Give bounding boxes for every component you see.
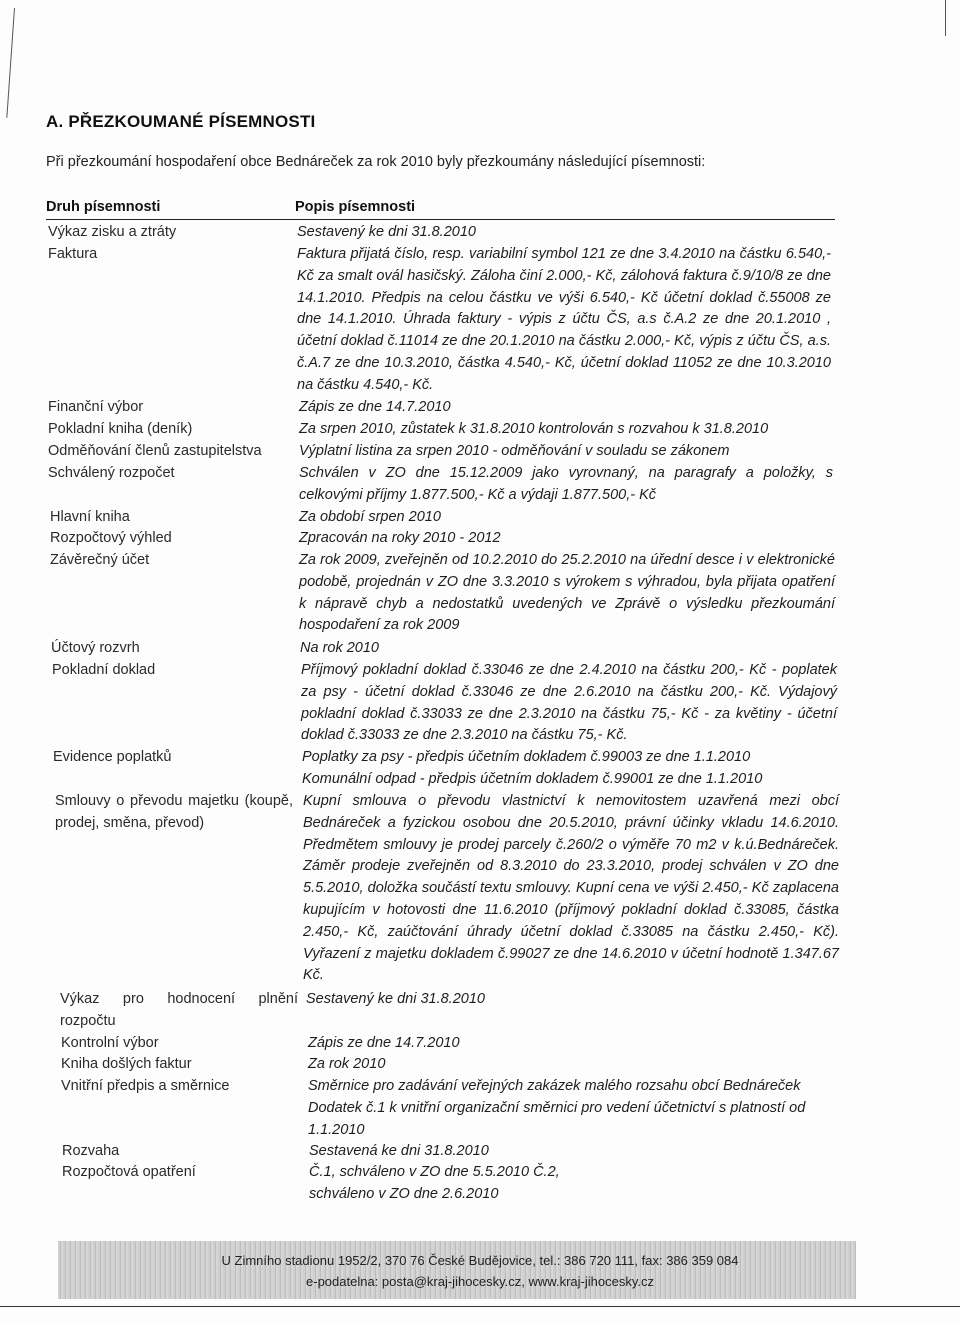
letterhead-footer-band [58, 1241, 856, 1299]
row-type: Rozpočtový výhled [50, 530, 172, 546]
row-type: Kontrolní výbor [61, 1035, 159, 1051]
row-type: Evidence poplatků [53, 749, 172, 765]
row-description: Schválen v ZO dne 15.12.2009 jako vyrovnaný, na paragrafy a položky, s celkovými příjmy 1.877.500,- Kč a výdaji 1.877.500,- Kč [299, 465, 833, 503]
row-type: Hlavní kniha [50, 509, 130, 525]
row-description: Zápis ze dne 14.7.2010 [299, 399, 451, 415]
row-description: Faktura přijatá číslo, resp. variabilní symbol 121 ze dne 3.4.2010 na částku 6.540,- Kč za smalt ovál hasičský. Záloha činí 2.000,- Kč, zálohová faktura č.9/10/8 ze dne 14.1.2010. Předpis na celou částku ve výši 6.540,- Kč účetní doklad č.55008 ze dne 14.1.2010. Úhrada faktury - výpis z účtu ČS, a.s č.A.2 ze dne 20.1.2010 , účetní doklad č.11014 ze dne 20.1.2010 na částku 2.000,- Kč, výpis z účtu ČS, a.s. č.A.7 ze dne 10.3.2010, částka 4.540,- Kč, účetní doklad 11052 ze dne 10.3.2010 na částku 4.540,- Kč. [297, 246, 831, 393]
row-type: Rozvaha [62, 1143, 120, 1159]
row-description: Za období srpen 2010 [299, 509, 441, 525]
row-type: Kniha došlých faktur [61, 1056, 192, 1072]
row-description: Kupní smlouva o převodu vlastnictví k nemovitostem uzavřená mezi obcí Bednáreček a fyzickou osobou dne 20.5.2010, právní účinky vkladu 14.6.2010. Předmětem smlouvy je prodej parcely č.260/2 o výměře 70 m2 v k.ú.Bednáreček. Záměr prodeje zveřejněn od 8.3.2010 do 23.3.2010, prodej schválen v ZO dne 5.5.2010, doložka součástí textu smlouvy. Kupní cena ve výši 2.450,- Kč zaplacena kupujícím v hotovosti dne 11.6.2010 (příjmový pokladní doklad č.33085, částka 2.450,- Kč, zaúčtování úhrady účetní doklad č.33085 na částku 2.450,- Kč). Vyřazení z majetku dokladem č.99027 ze dne 14.6.2010 v účetní hodnotě 1.347.67 Kč. [303, 793, 839, 984]
row-description: Za rok 2009, zveřejněn od 10.2.2010 do 25.2.2010 na úřední desce i v elektronické podobě, projednán v ZO dne 3.3.2010 s výrokem s výhradou, byla přijata opatření k nápravě chyb a nedostatků uvedených ve Zprávě o výsledku přezkoumání hospodaření za rok 2009 [299, 552, 835, 634]
row-type: Výkaz zisku a ztráty [48, 224, 177, 240]
row-description: Na rok 2010 [300, 640, 379, 656]
row-description: Za srpen 2010, zůstatek k 31.8.2010 kontrolován s rozvahou k 31.8.2010 [299, 421, 769, 437]
footer-contact: e-podatelna: posta@kraj-jihocesky.cz, www.kraj-jihocesky.cz [306, 1274, 654, 1289]
row-description: Zpracován na roky 2010 - 2012 [299, 530, 501, 546]
row-type: Výkaz pro hodnocení plnění rozpočtu [60, 991, 298, 1029]
row-description: Zápis ze dne 14.7.2010 [308, 1035, 460, 1051]
row-type: Účtový rozvrh [51, 640, 140, 656]
row-description: Sestavený ke dni 31.8.2010 [306, 991, 485, 1007]
page-bottom-rule [0, 1306, 960, 1307]
row-type: Pokladní doklad [52, 662, 156, 678]
column-header-type: Druh písemnosti [46, 199, 161, 215]
column-header-description: Popis písemnosti [295, 199, 416, 215]
row-description: Sestavená ke dni 31.8.2010 [309, 1143, 489, 1159]
row-description: Poplatky za psy - předpis účetním dokladem č.99003 ze dne 1.1.2010 Komunální odpad - předpis účetním dokladem č.99001 ze dne 1.1.2010 [302, 749, 763, 787]
intro-text: Při přezkoumání hospodaření obce Bednáreček za rok 2010 byly přezkoumány následující písemnosti: [46, 154, 706, 170]
row-type: Schválený rozpočet [48, 465, 175, 481]
row-type: Odměňování členů zastupitelstva [48, 443, 262, 459]
row-description: Č.1, schváleno v ZO dne 5.5.2010 Č.2, schváleno v ZO dne 2.6.2010 [309, 1164, 560, 1202]
row-description: Za rok 2010 [308, 1056, 386, 1072]
row-type: Rozpočtová opatření [62, 1164, 196, 1180]
row-description: Příjmový pokladní doklad č.33046 ze dne 2.4.2010 na částku 200,- Kč - poplatek za psy - účetní doklad č.33046 ze dne 2.6.2010 na částku 200,- Kč. Výdajový pokladní doklad č.33033 ze dne 2.3.2010 na částku 75,- Kč - za květiny - účetní doklad č.33033 ze dne 2.3.2010 na částku 75,- Kč. [301, 662, 837, 744]
section-heading: A. PŘEZKOUMANÉ PÍSEMNOSTI [46, 112, 316, 131]
row-description: Výplatní listina za srpen 2010 - odměňování v souladu se zákonem [299, 443, 730, 459]
row-type: Faktura [48, 246, 98, 262]
row-type: Pokladní kniha (deník) [48, 421, 193, 437]
row-description: Sestavený ke dni 31.8.2010 [297, 224, 476, 240]
row-type: Závěrečný účet [50, 552, 150, 568]
row-type: Finanční výbor [48, 399, 144, 415]
footer-address: U Zimního stadionu 1952/2, 370 76 České Budějovice, tel.: 386 720 111, fax: 386 359 084 [221, 1253, 739, 1268]
row-type: Smlouvy o převodu majetku (koupě, prodej, směna, převod) [55, 793, 293, 831]
row-description: Směrnice pro zadávání veřejných zakázek malého rozsahu obcí Bednáreček Dodatek č.1 k vnitřní organizační směrnici pro vedení účetnictví s platností od 1.1.2010 [308, 1078, 806, 1138]
row-type: Vnitřní předpis a směrnice [61, 1078, 230, 1094]
